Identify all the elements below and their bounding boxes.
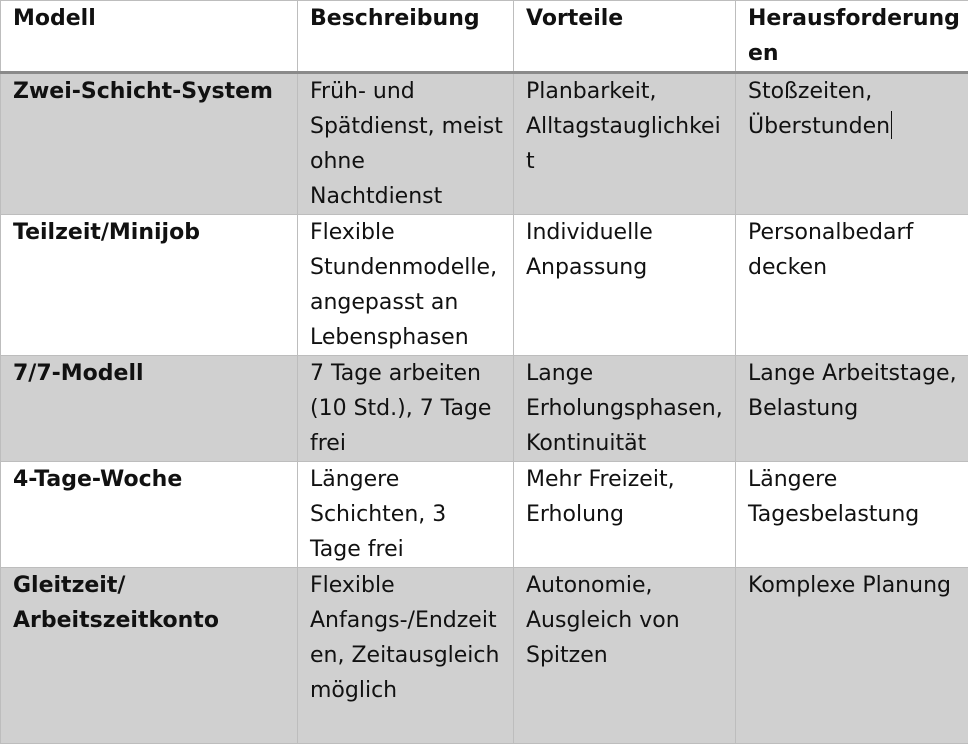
cell-description[interactable]: Flexible Anfangs-/Endzeiten, Zeitausgleich möglich (298, 568, 514, 744)
cell-model[interactable]: Gleitzeit/ Arbeitszeitkonto (1, 568, 298, 744)
cell-challenges[interactable]: Komplexe Planung (736, 568, 968, 744)
text-cursor (891, 111, 892, 139)
header-advantages[interactable]: Vorteile (514, 1, 736, 73)
cell-description[interactable]: 7 Tage arbeiten (10 Std.), 7 Tage frei (298, 356, 514, 462)
cell-model[interactable]: 4-Tage-Woche (1, 462, 298, 568)
table-row (1, 568, 968, 744)
table-header-row (1, 1, 968, 73)
cell-description[interactable]: Flexible Stundenmodelle, angepasst an Lebensphasen (298, 215, 514, 356)
cell-advantages[interactable]: Lange Erholungsphasen, Kontinuität (514, 356, 736, 462)
cell-advantages[interactable]: Mehr Freizeit, Erholung (514, 462, 736, 568)
header-description[interactable]: Beschreibung (298, 1, 514, 73)
cell-model[interactable]: 7/7-Modell (1, 356, 298, 462)
cell-challenges-text: Stoßzeiten, Überstunden (748, 79, 890, 139)
cell-advantages[interactable]: Individuelle Anpassung (514, 215, 736, 356)
header-model[interactable]: Modell (1, 1, 298, 73)
cell-challenges[interactable]: Lange Arbeitstage, Belastung (736, 356, 968, 462)
cell-advantages[interactable]: Autonomie, Ausgleich von Spitzen (514, 568, 736, 744)
table-row (1, 462, 968, 568)
cell-advantages[interactable]: Planbarkeit, Alltagstauglichkeit (514, 73, 736, 215)
header-challenges[interactable]: Herausforderungen (736, 1, 968, 73)
table-row (1, 356, 968, 462)
table-row (1, 215, 968, 356)
cell-challenges[interactable]: Längere Tagesbelastung (736, 462, 968, 568)
cell-challenges[interactable] (736, 73, 968, 215)
cell-description[interactable]: Früh- und Spätdienst, meist ohne Nachtdienst (298, 73, 514, 215)
table-row (1, 73, 968, 215)
cell-challenges[interactable]: Personalbedarf decken (736, 215, 968, 356)
cell-model[interactable]: Teilzeit/Minijob (1, 215, 298, 356)
cell-description[interactable]: Längere Schichten, 3 Tage frei (298, 462, 514, 568)
cell-model[interactable]: Zwei-Schicht-System (1, 73, 298, 215)
